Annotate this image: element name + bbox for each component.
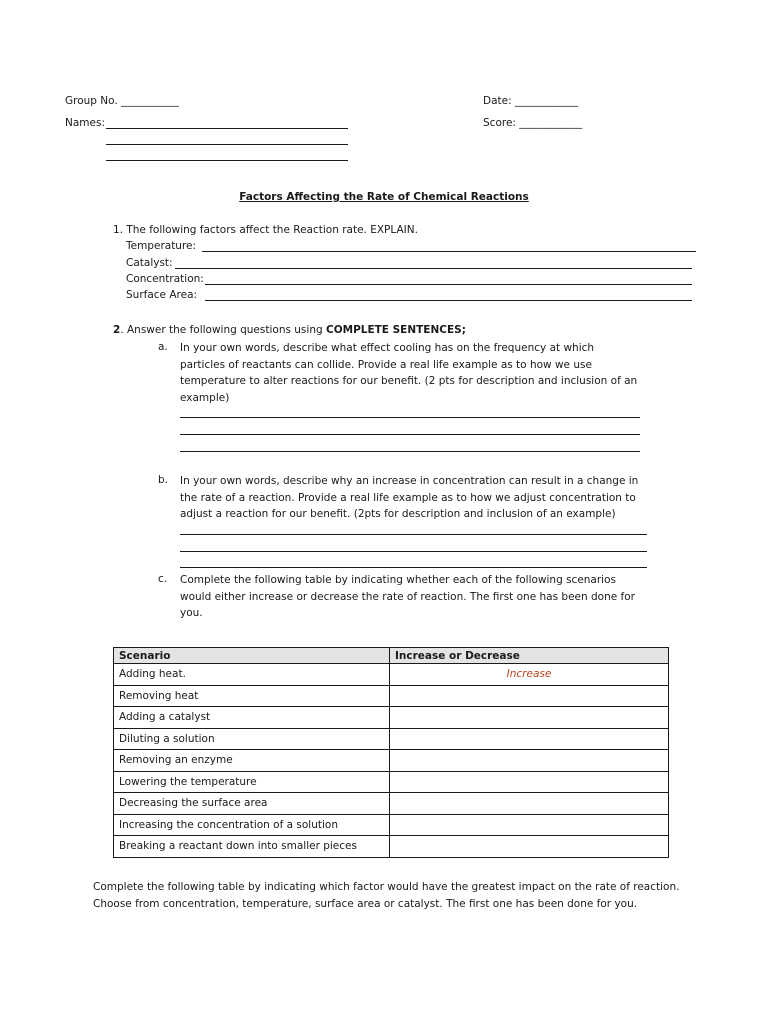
names-line-1[interactable] [106,128,348,129]
footer-instructions: Complete the following table by indicating which factor would have the greatest impact on the rate of reaction. Choose from concentration, temperature, surface area or catalyst. The first one has been done for you. [93,881,680,910]
scenario-cell: Adding a catalyst [114,707,390,729]
col-header-increase-decrease: Increase or Decrease [390,648,669,664]
table-row [114,707,669,729]
q2b-answer-line-1[interactable] [180,534,647,535]
table-row [114,664,669,686]
q2-prompt-text: . Answer the following questions using [120,324,326,336]
q2-emphasis: COMPLETE SENTENCES; [325,324,466,336]
table-row [114,793,669,815]
table-row [114,685,669,707]
factor-temperature-line[interactable] [202,251,696,252]
table-row [114,836,669,858]
q2a-text: In your own words, describe what effect cooling has on the frequency at which particles of reactants can collide. Provide a real life example as to how we use temperature to alter reactions for our benefit. (2 pts for description and inclusion of an example) [180,342,638,404]
q2-prompt [113,324,466,336]
scenario-cell: Decreasing the surface area [114,793,390,815]
scenario-cell: Diluting a solution [114,728,390,750]
q2b-answer-line-3[interactable] [180,567,647,568]
scenario-cell: Removing an enzyme [114,750,390,772]
answer-cell[interactable] [390,814,669,836]
answer-cell[interactable] [390,771,669,793]
answer-cell[interactable] [390,707,669,729]
table-header-row [114,648,669,664]
scenario-cell: Breaking a reactant down into smaller pieces [114,836,390,858]
factor-catalyst-label: Catalyst: [126,257,173,269]
q2b-text: In your own words, describe why an increase in concentration can result in a change in the rate of a reaction. Provide a real life example as to how we adjust concentration to adjust a reaction for our benefit. (2pts for description and inclusion of an example) [180,475,639,521]
q2a-answer-line-1[interactable] [180,417,640,418]
table-row [114,771,669,793]
q2a-answer-line-2[interactable] [180,434,640,435]
answer-cell[interactable] [390,793,669,815]
q2b-answer-line-2[interactable] [180,551,647,552]
answer-cell[interactable] [390,836,669,858]
answer-cell[interactable] [390,685,669,707]
q2c-text: Complete the following table by indicating whether each of the following scenarios would either increase or decrease the rate of reaction. The first one has been done for you. [180,574,635,620]
factor-surface-area-line[interactable] [205,300,692,301]
q1-prompt: 1. The following factors affect the Reaction rate. EXPLAIN. [113,224,418,236]
names-line-2[interactable] [106,144,348,145]
q2-number: 2 [113,324,121,336]
factor-temperature-label: Temperature: [126,240,197,252]
factor-surface-area-label: Surface Area: [126,289,198,301]
factor-catalyst-line[interactable] [175,268,692,269]
factor-concentration-label: Concentration: [126,273,204,285]
answer-cell: Increase [390,664,669,686]
answer-cell[interactable] [390,750,669,772]
q2c-marker: c. [158,573,168,585]
names-line-3[interactable] [106,160,348,161]
answer-cell[interactable] [390,728,669,750]
table-row [114,728,669,750]
scenario-table [113,647,669,858]
scenario-cell: Removing heat [114,685,390,707]
table-row [114,814,669,836]
q2a-answer-line-3[interactable] [180,451,640,452]
q2b-marker: b. [158,474,169,486]
names-label: Names: [65,117,105,129]
scenario-cell: Adding heat. [114,664,390,686]
page-title: Factors Affecting the Rate of Chemical Reactions [239,191,529,203]
scenario-cell: Increasing the concentration of a solution [114,814,390,836]
date-field[interactable]: Date: ____________ [483,95,578,107]
scenario-cell: Lowering the temperature [114,771,390,793]
score-field[interactable]: Score: ____________ [483,117,583,129]
col-header-scenario: Scenario [114,648,390,664]
table-row [114,750,669,772]
q2a-marker: a. [158,341,168,353]
group-number-field[interactable]: Group No. ___________ [65,95,179,107]
factor-concentration-line[interactable] [205,284,692,285]
